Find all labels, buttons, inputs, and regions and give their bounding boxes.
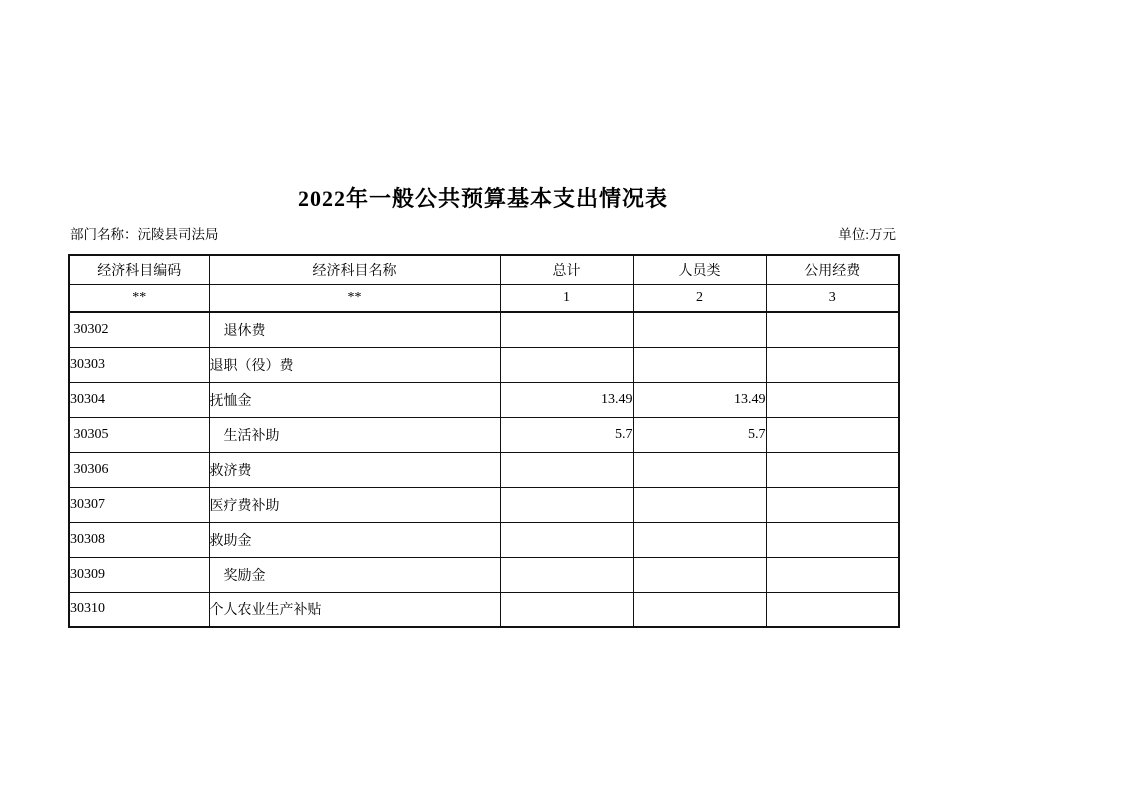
name-cell: 救助金 — [209, 522, 500, 557]
public-cell — [766, 417, 899, 452]
personnel-cell — [633, 487, 766, 522]
name-cell: 退休费 — [209, 312, 500, 347]
code-cell: 30309 — [69, 557, 209, 592]
col-header-code: 经济科目编码 — [69, 255, 209, 284]
code-cell: 30310 — [69, 592, 209, 627]
total-cell — [500, 347, 633, 382]
department-label: 部门名称： — [70, 227, 138, 242]
personnel-cell — [633, 312, 766, 347]
public-cell — [766, 452, 899, 487]
total-cell — [500, 487, 633, 522]
table-row — [69, 592, 899, 627]
code-cell: 30303 — [69, 347, 209, 382]
personnel-cell — [633, 522, 766, 557]
table-row — [69, 382, 899, 417]
total-cell: 5.7 — [500, 417, 633, 452]
total-cell — [500, 312, 633, 347]
subheader-code: ** — [69, 284, 209, 312]
subheader-row — [69, 284, 899, 312]
code-cell: 30308 — [69, 522, 209, 557]
public-cell — [766, 592, 899, 627]
subheader-name: ** — [209, 284, 500, 312]
page-title: 2022年一般公共预算基本支出情况表 — [297, 186, 668, 211]
total-cell — [500, 592, 633, 627]
header-row — [69, 255, 899, 284]
col-header-personnel: 人员类 — [633, 255, 766, 284]
public-cell — [766, 522, 899, 557]
name-cell: 退职（役）费 — [209, 347, 500, 382]
name-cell: 个人农业生产补贴 — [209, 592, 500, 627]
table-row — [69, 347, 899, 382]
name-cell: 奖励金 — [209, 557, 500, 592]
table-row — [69, 452, 899, 487]
code-cell: 30307 — [69, 487, 209, 522]
public-cell — [766, 312, 899, 347]
table-row — [69, 417, 899, 452]
meta-row — [68, 227, 898, 243]
code-cell: 30302 — [69, 312, 209, 347]
name-cell: 抚恤金 — [209, 382, 500, 417]
table-row — [69, 312, 899, 347]
total-cell — [500, 452, 633, 487]
code-cell: 30306 — [69, 452, 209, 487]
code-cell: 30304 — [69, 382, 209, 417]
personnel-cell — [633, 592, 766, 627]
personnel-cell — [633, 452, 766, 487]
public-cell — [766, 557, 899, 592]
personnel-cell: 5.7 — [633, 417, 766, 452]
table-row — [69, 487, 899, 522]
budget-table — [68, 254, 900, 628]
total-cell: 13.49 — [500, 382, 633, 417]
name-cell: 生活补助 — [209, 417, 500, 452]
document-content — [68, 0, 898, 628]
total-cell — [500, 557, 633, 592]
total-cell — [500, 522, 633, 557]
code-cell: 30305 — [69, 417, 209, 452]
subheader-personnel: 2 — [633, 284, 766, 312]
col-header-total: 总计 — [500, 255, 633, 284]
table-row — [69, 522, 899, 557]
unit-note: 单位:万元 — [838, 227, 896, 242]
personnel-cell — [633, 557, 766, 592]
subheader-total: 1 — [500, 284, 633, 312]
department-name: 沅陵县司法局 — [137, 227, 219, 242]
subheader-public: 3 — [766, 284, 899, 312]
name-cell: 救济费 — [209, 452, 500, 487]
public-cell — [766, 487, 899, 522]
public-cell — [766, 382, 899, 417]
col-header-name: 经济科目名称 — [209, 255, 500, 284]
public-cell — [766, 347, 899, 382]
personnel-cell — [633, 347, 766, 382]
personnel-cell: 13.49 — [633, 382, 766, 417]
name-cell: 医疗费补助 — [209, 487, 500, 522]
col-header-public: 公用经费 — [766, 255, 899, 284]
table-row — [69, 557, 899, 592]
department-line — [68, 227, 219, 243]
